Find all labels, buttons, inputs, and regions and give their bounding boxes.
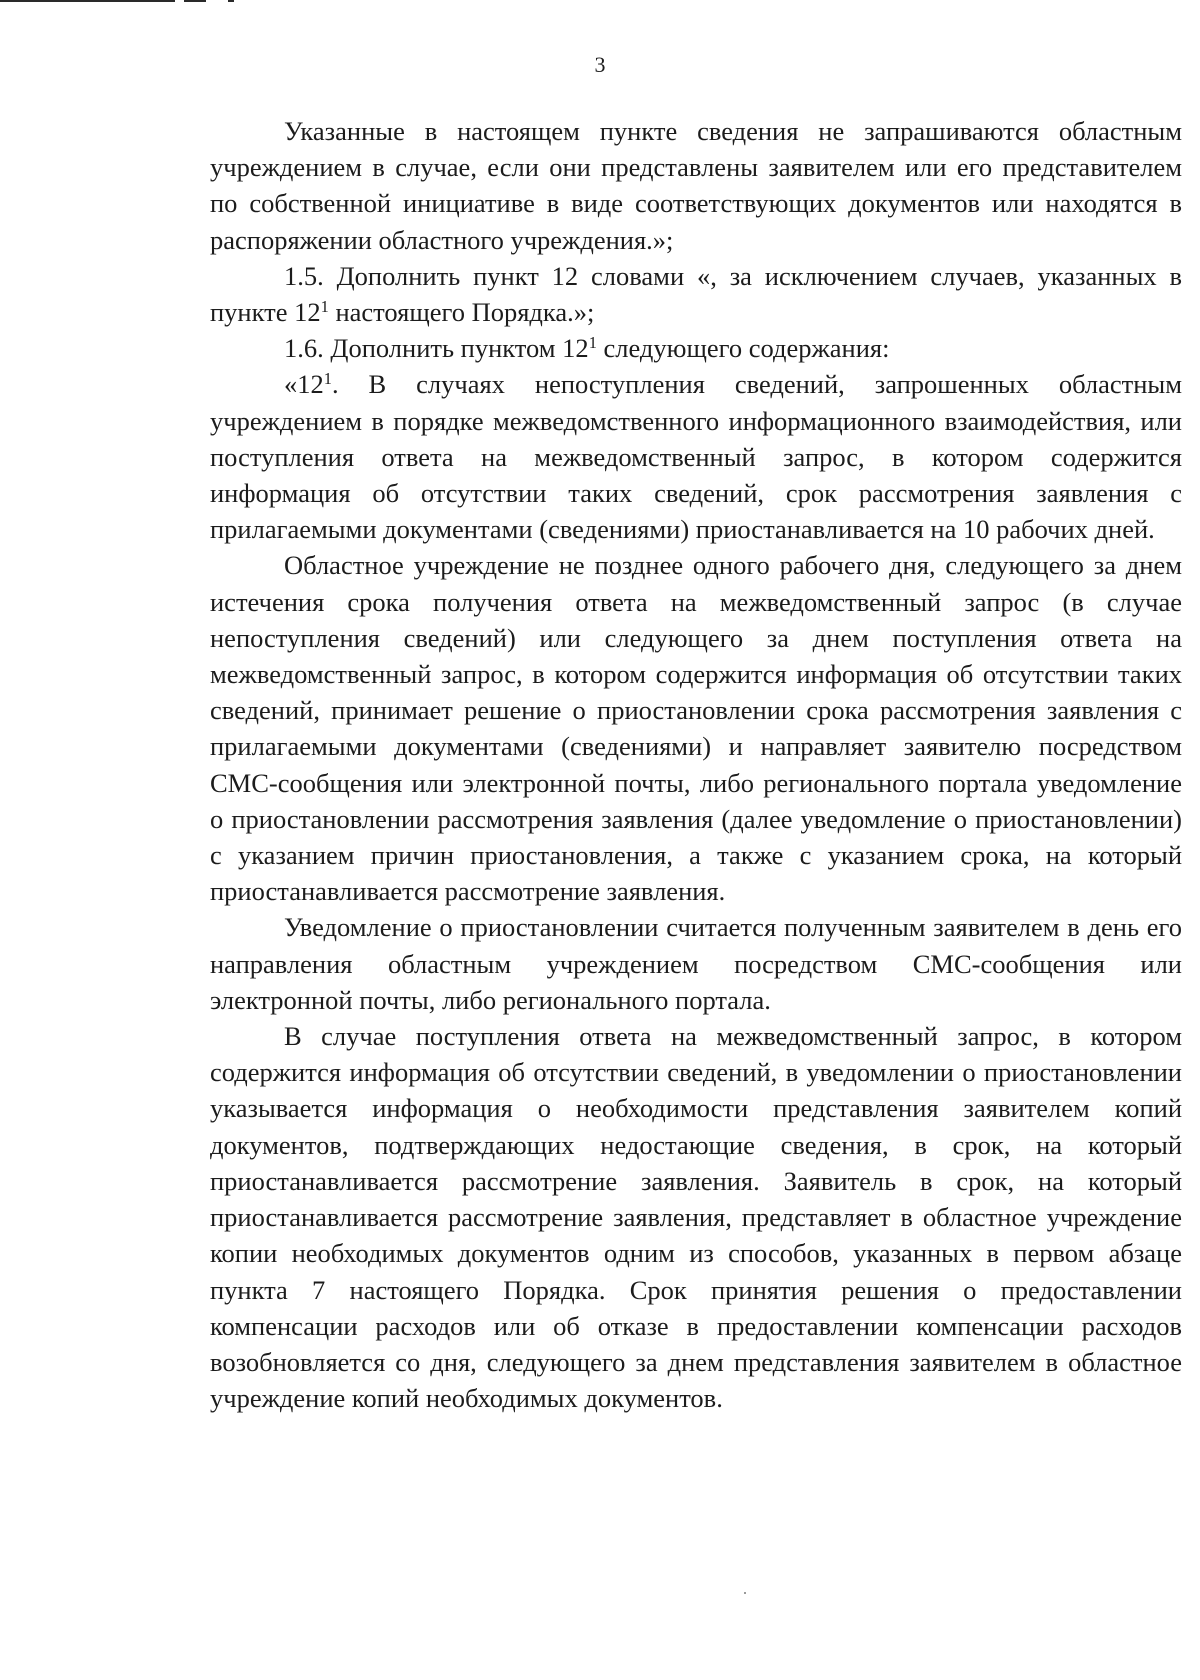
scan-edge-mark — [0, 0, 175, 2]
paragraph-missing-info: В случае поступления ответа на межведомственный запрос, в котором содержится информация об отсутствии сведений, в уведомлении о приостановлении указывается информация о необходимости представления заявителем копий документов, подтверждающих недостающие сведения, в срок, на который приостанавливается рассмотрение заявления. Заявитель в срок, на который приостанавливается рассмотрение заявления, представляет в областное учреждение копии необходимых документов одним из способов, указанных в первом абзаце пункта 7 настоящего Порядка. Срок принятия решения о предоставлении компенсации расходов или об отказе в предоставлении компенсации расходов возобновляется со дня, следующего за днем представления заявителем в областное учреждение копий необходимых документов. — [210, 1021, 1182, 1414]
document-body — [210, 113, 1182, 1416]
scan-edge-mark — [228, 0, 234, 2]
paragraph-amendment-1-6 — [210, 330, 1182, 366]
paragraph-text: 1.6. Дополнить пунктом 12 — [284, 333, 589, 364]
paragraph-text: 1.5. Дополнить пункт 12 словами «, за исключением случаев, указанных в пункте 12 — [210, 260, 1182, 328]
page-number: 3 — [594, 52, 606, 77]
superscript: 1 — [323, 369, 332, 389]
paragraph-notice-received: Уведомление о приостановлении считается полученным заявителем в день его направления областным учреждением посредством СМС-сообщения или электронной почты, либо регионального портала. — [210, 912, 1182, 1015]
paragraph-text: настоящего Порядка.»; — [328, 297, 595, 328]
scan-edge-mark — [184, 0, 206, 2]
paragraph-text: «12 — [284, 369, 324, 400]
paragraph-info-not-requested: Указанные в настоящем пункте сведения не запрашиваются областным учреждением в случае, если они представлены заявителем или его представителем по собственной инициативе в виде соответствующих документов или находятся в распоряжении областного учреждения.»; — [210, 116, 1182, 255]
paragraph-text: следующего содержания: — [596, 333, 890, 364]
paragraph-text: . В случаях непоступления сведений, запрошенных областным учреждением в порядке межведомственного информационного взаимодействия, или поступления ответа на межведомственный запрос, в котором содержится информация об отсутствии таких сведений, срок рассмотрения заявления с прилагаемыми документами (сведениями) приостанавливается на 10 рабочих дней. — [210, 369, 1182, 545]
superscript: 1 — [588, 333, 597, 353]
paragraph-amendment-1-5 — [210, 258, 1182, 330]
scan-speck — [744, 1592, 746, 1594]
superscript: 1 — [320, 296, 329, 316]
paragraph-clause-12-1 — [210, 366, 1182, 547]
paragraph-suspension-decision: Областное учреждение не позднее одного рабочего дня, следующего за днем истечения срока получения ответа на межведомственный запрос (в случае непоступления сведений) или следующего за днем поступления ответа на межведомственный запрос, в котором содержится информация об отсутствии таких сведений, принимает решение о приостановлении срока рассмотрения заявления с прилагаемыми документами (сведениями) и направляет заявителю посредством СМС-сообщения или электронной почты, либо регионального портала уведомление о приостановлении рассмотрения заявления (далее уведомление о приостановлении) с указанием причин приостановления, а также с указанием срока, на который приостанавливается рассмотрение заявления. — [210, 550, 1182, 907]
